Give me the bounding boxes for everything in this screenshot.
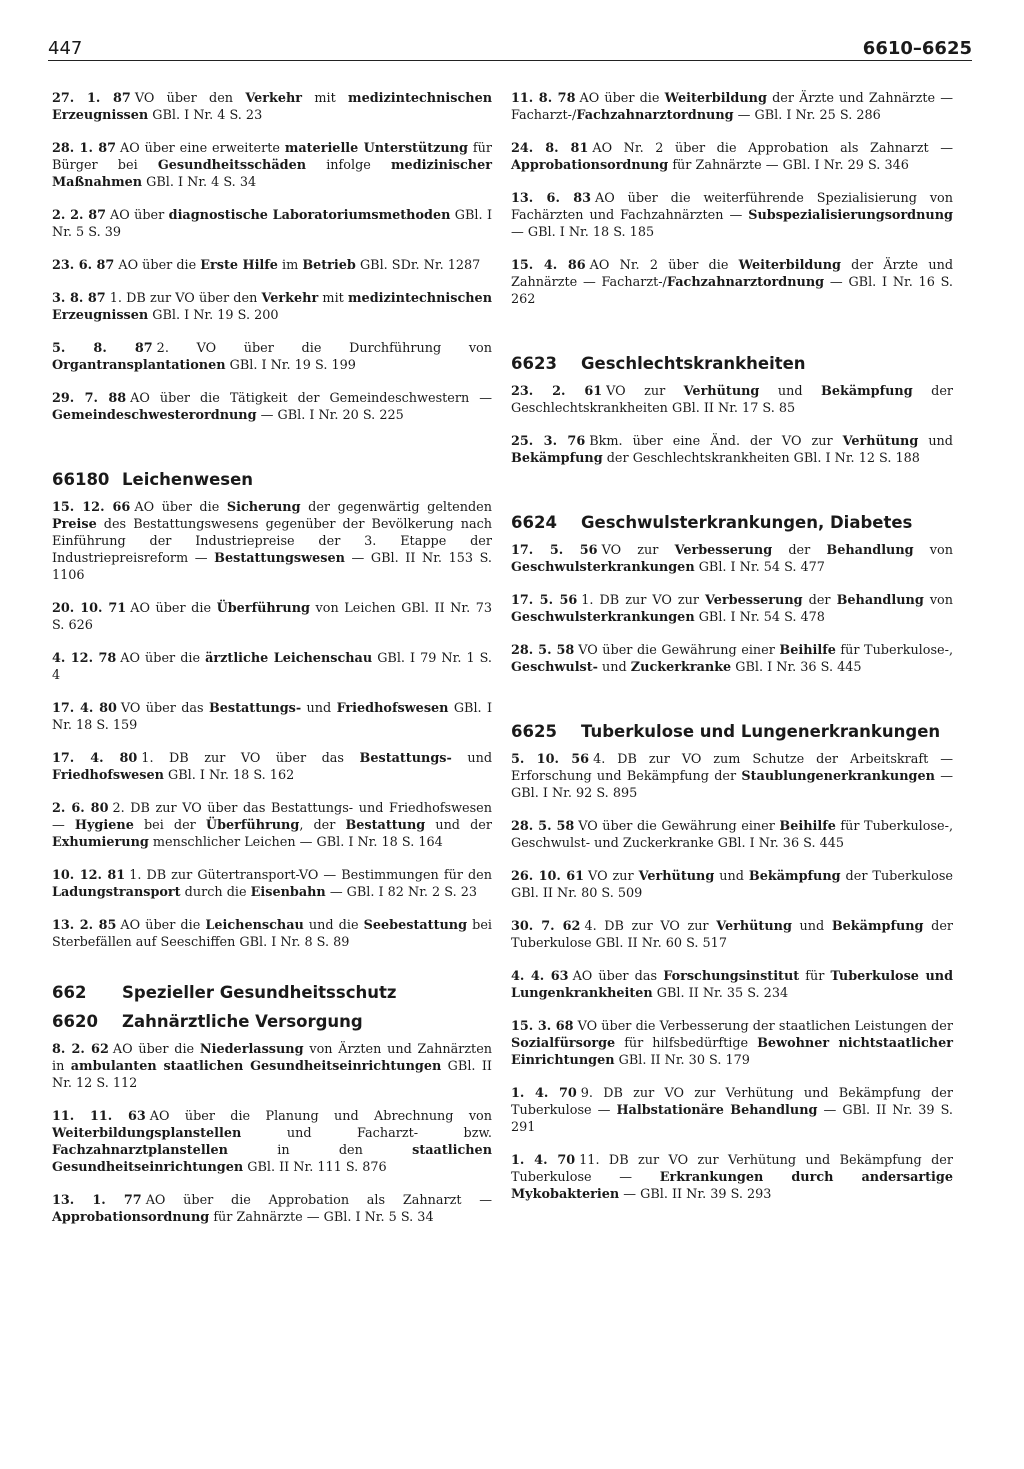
entry-text: GBl. I Nr. 18 S. 159 — [52, 701, 493, 733]
entry-text: der Geschlechtskrankheiten GBl. I Nr. 12 S. 188 — [602, 451, 920, 466]
entry-date: 11. 8. 78 — [511, 91, 576, 106]
entry-keyword: Verhütung — [842, 434, 919, 449]
entry-date: 2. 6. 80 — [52, 801, 109, 816]
entry-text: 1. DB zur Gütertransport-VO — Bestimmungen für den — [129, 868, 492, 883]
entry-keyword: Verkehr — [245, 91, 303, 106]
entry-keyword: Bestattungs- — [208, 701, 302, 716]
entry-date: 17. 5. 56 — [511, 543, 598, 558]
entry-text: GBl. I Nr. 5 S. 39 — [52, 208, 492, 240]
section-heading — [511, 722, 953, 741]
law-entry — [52, 257, 492, 274]
entry-text: — GBl. I Nr. 25 S. 286 — [733, 108, 881, 123]
entry-keyword: Forschungsinstitut — [663, 969, 800, 984]
entry-text: GBl. I Nr. 19 S. 200 — [148, 308, 279, 323]
law-entry — [52, 650, 492, 684]
entry-keyword: Verhütung — [638, 869, 715, 884]
entry-date: 17. 5. 56 — [511, 593, 578, 608]
entry-text: GBl. SDr. Nr. 1287 — [355, 258, 481, 273]
entry-keyword: Bestattungs- — [359, 751, 452, 766]
law-entry — [511, 433, 953, 467]
entry-text: GBl. I Nr. 4 S. 34 — [142, 175, 257, 190]
entry-date: 5. 10. 56 — [511, 752, 590, 767]
entry-text: GBl. I 79 Nr. 1 S. 4 — [52, 651, 492, 683]
entry-keyword: Zuckerkranke — [630, 660, 732, 675]
entry-text: VO über die Gewährung einer — [578, 643, 780, 658]
entry-text: von Ärzten und Zahnärzten in — [52, 1042, 493, 1074]
entry-keyword: Subspezialisierungsordnung — [748, 208, 953, 223]
entry-text: GBl. II Nr. 12 S. 112 — [52, 1059, 492, 1091]
page-number: 447 — [48, 38, 83, 59]
entry-keyword: Sicherung — [226, 500, 301, 515]
entry-text: von — [923, 593, 954, 608]
entry-date: 13. 6. 83 — [511, 191, 592, 206]
entry-text: und die — [303, 918, 364, 933]
entry-text: 4. DB zur VO zum Schutze der Arbeitskraft — Erforschung und Bekämpfung der — [511, 752, 953, 784]
entry-text: AO über das — [572, 969, 664, 984]
entry-text: AO über die — [112, 1042, 200, 1057]
entry-text: für Zahnärzte — GBl. I Nr. 5 S. 34 — [209, 1210, 434, 1225]
entry-text: 1. DB zur VO über den — [109, 291, 262, 306]
entry-date: 4. 4. 63 — [511, 969, 569, 984]
entry-date: 1. 4. 70 — [511, 1086, 577, 1101]
entry-text: von — [913, 543, 953, 558]
entry-date: 15. 4. 86 — [511, 258, 586, 273]
law-entry — [52, 600, 492, 634]
entry-keyword: Approbationsordnung — [52, 1210, 210, 1225]
entry-text: der gegenwärtig geltenden — [300, 500, 492, 515]
entry-text: 1. DB zur VO zur — [581, 593, 706, 608]
entry-text: AO Nr. 2 über die — [589, 258, 739, 273]
law-entry — [511, 90, 953, 124]
entry-date: 23. 2. 61 — [511, 384, 603, 399]
entry-keyword: ambulanten staatlichen Gesundheitseinrichtungen — [70, 1059, 442, 1074]
left-column — [52, 90, 492, 1242]
law-entry — [511, 642, 953, 676]
entry-text: AO über die — [134, 500, 227, 515]
law-entry — [511, 140, 953, 174]
law-entry — [52, 917, 492, 951]
entry-text: GBl. II Nr. 111 S. 876 — [243, 1160, 387, 1175]
entry-date: 26. 10. 61 — [511, 869, 585, 884]
entry-keyword: Bekämpfung — [821, 384, 913, 399]
entry-text: — GBl. I 82 Nr. 2 S. 23 — [325, 885, 477, 900]
entry-keyword: Leichenschau — [205, 918, 304, 933]
entry-keyword: Fachzahnarztplanstellen — [52, 1143, 228, 1158]
entry-text: AO über die — [118, 258, 201, 273]
entry-text: in den — [227, 1143, 413, 1158]
entry-text: und — [791, 919, 832, 934]
entry-keyword: Weiterbildung — [738, 258, 841, 273]
entry-date: 15. 3. 68 — [511, 1019, 574, 1034]
law-entry — [511, 918, 953, 952]
law-entry — [52, 390, 492, 424]
law-entry — [52, 867, 492, 901]
entry-text: — GBl. I Nr. 18 S. 185 — [511, 225, 655, 240]
entry-keyword: Hygiene — [74, 818, 134, 833]
entry-keyword: ärztliche Leichenschau — [205, 651, 373, 666]
entry-text: VO über das — [120, 701, 209, 716]
entry-keyword: Ladungstransport — [52, 885, 181, 900]
section-code: 66180 — [52, 470, 110, 489]
law-entry — [52, 1108, 492, 1176]
entry-text: und Facharzt- bzw. — [241, 1126, 492, 1141]
entry-keyword: Staublungenerkrankungen — [741, 769, 935, 784]
entry-keyword: Bekämpfung — [511, 451, 603, 466]
entry-keyword: Gesundheitsschäden — [157, 158, 307, 173]
entry-text: — GBl. II Nr. 39 S. 293 — [619, 1187, 772, 1202]
law-entry — [52, 290, 492, 324]
entry-keyword: Geschwulsterkrankungen — [511, 610, 695, 625]
entry-keyword: materielle Unterstützung — [284, 141, 469, 156]
law-entry — [511, 257, 953, 308]
entry-keyword: Erkrankungen durch andersartige Mykobakterien — [511, 1170, 953, 1202]
entry-text: menschlicher Leichen — GBl. I Nr. 18 S. 164 — [148, 835, 443, 850]
entry-text: bei Sterbefällen auf Seeschiffen GBl. I Nr. 8 S. 89 — [52, 918, 492, 950]
entry-text: und — [597, 660, 631, 675]
entry-text: AO über die Tätigkeit der Gemeindeschwestern — — [130, 391, 492, 406]
section-title: Zahnärztliche Versorgung — [122, 1012, 363, 1031]
entry-text: und — [918, 434, 953, 449]
entry-keyword: Verkehr — [261, 291, 319, 306]
entry-keyword: Halbstationäre Behandlung — [616, 1103, 818, 1118]
entry-text: für — [799, 969, 831, 984]
entry-text: AO über die weiterführende Spezialisierung von Fachärzten und Fachzahnärzten — — [511, 191, 953, 223]
entry-text: AO über die — [120, 651, 206, 666]
section-title: Geschlechtskrankheiten — [581, 354, 806, 373]
entry-text: GBl. I Nr. 54 S. 477 — [694, 560, 825, 575]
entry-text: VO über den — [134, 91, 246, 106]
entry-text: der Geschlechtskrankheiten GBl. II Nr. 17 S. 85 — [511, 384, 954, 416]
entry-keyword: Überführung — [205, 818, 300, 833]
entry-date: 24. 8. 81 — [511, 141, 589, 156]
section-heading — [52, 1012, 492, 1031]
entry-keyword: Verhütung — [683, 384, 760, 399]
law-entry — [511, 1152, 953, 1203]
entry-text: der Tuberkulose GBl. II Nr. 60 S. 517 — [511, 919, 954, 951]
law-entry — [511, 1018, 953, 1069]
entry-keyword: Exhumierung — [52, 835, 149, 850]
entry-text: AO über die Planung und Abrechnung von — [149, 1109, 492, 1124]
entry-text: der — [802, 593, 837, 608]
entry-keyword: Beihilfe — [779, 643, 836, 658]
entry-keyword: Geschwulsterkrankungen — [511, 560, 695, 575]
entry-keyword: Fachzahnarztordnung — [576, 108, 734, 123]
entry-date: 11. 11. 63 — [52, 1109, 146, 1124]
entry-keyword: medizintechnischen Erzeugnissen — [52, 291, 492, 323]
entry-keyword: medizintechnischen Erzeugnissen — [52, 91, 493, 123]
section-heading — [52, 983, 492, 1002]
entry-date: 15. 12. 66 — [52, 500, 131, 515]
law-entry — [511, 818, 953, 852]
entry-keyword: Behandlung — [826, 543, 914, 558]
law-entry — [52, 750, 492, 784]
entry-text: — GBl. I Nr. 92 S. 895 — [511, 769, 953, 801]
entry-keyword: Organtransplantationen — [52, 358, 226, 373]
entry-text: und — [714, 869, 749, 884]
entry-keyword: medizinischer Maßnahmen — [52, 158, 492, 190]
law-entry — [52, 1041, 492, 1092]
entry-keyword: Seebestattung — [363, 918, 468, 933]
entry-date: 23. 6. 87 — [52, 258, 115, 273]
entry-date: 8. 2. 62 — [52, 1042, 109, 1057]
law-entry — [52, 1192, 492, 1226]
entry-keyword: Geschwulst- — [511, 660, 598, 675]
law-entry — [511, 868, 953, 902]
entry-keyword: Verbesserung — [705, 593, 803, 608]
entry-keyword: Niederlassung — [199, 1042, 304, 1057]
entry-date: 28. 5. 58 — [511, 819, 575, 834]
law-entry — [52, 700, 492, 734]
law-entry — [511, 542, 953, 576]
entry-keyword: Eisenbahn — [250, 885, 326, 900]
entry-keyword: Friedhofswesen — [52, 768, 164, 783]
section-title: Spezieller Gesundheitsschutz — [122, 983, 397, 1002]
law-entry — [52, 207, 492, 241]
entry-keyword: Überführung — [216, 601, 310, 616]
entry-text: für hilfsbedürftige — [615, 1036, 758, 1051]
entry-text: VO zur — [601, 543, 675, 558]
entry-date: 5. 8. 87 — [52, 341, 153, 356]
entry-date: 27. 1. 87 — [52, 91, 131, 106]
entry-text: für Bürger bei — [52, 141, 493, 173]
entry-text: 11. DB zur VO zur Verhütung und Bekämpfung der Tuberkulose — — [511, 1153, 954, 1185]
entry-text: des Bestattungswesens gegenüber der Bevölkerung nach Einführung der Industriepreise der 3. Etappe der Industriepreisreform — — [52, 517, 492, 566]
entry-keyword: Bestattungswesen — [214, 551, 345, 566]
entry-date: 20. 10. 71 — [52, 601, 127, 616]
entry-keyword: Sozialfürsorge — [511, 1036, 616, 1051]
entry-text: AO über die — [120, 918, 206, 933]
entry-date: 2. 2. 87 — [52, 208, 107, 223]
entry-text: GBl. I Nr. 18 S. 162 — [163, 768, 295, 783]
entry-keyword: Erste Hilfe — [200, 258, 278, 273]
entry-text: GBl. II Nr. 35 S. 234 — [652, 986, 789, 1001]
section-title: Leichenwesen — [122, 470, 254, 489]
entry-text: GBl. I Nr. 54 S. 478 — [694, 610, 825, 625]
entry-keyword: Preise — [52, 517, 97, 532]
entry-text: AO über die — [579, 91, 665, 106]
entry-date: 28. 1. 87 — [52, 141, 117, 156]
section-code: 6625 — [511, 722, 557, 741]
entry-text: der Tuberkulose GBl. II Nr. 80 S. 509 — [511, 869, 953, 901]
section-code: 6624 — [511, 513, 557, 532]
entry-date: 29. 7. 88 — [52, 391, 127, 406]
entry-date: 28. 5. 58 — [511, 643, 575, 658]
entry-text: GBl. I Nr. 36 S. 445 — [731, 660, 862, 675]
right-column — [511, 90, 953, 1219]
law-entry — [52, 499, 492, 584]
entry-text: durch die — [180, 885, 251, 900]
entry-keyword: Gemeindeschwesterordnung — [52, 408, 257, 423]
entry-text: — GBl. II Nr. 153 S. 1106 — [52, 551, 492, 583]
entry-keyword: Behandlung — [836, 593, 924, 608]
entry-text: 2. DB zur VO über das Bestattungs- und Friedhofswesen — — [52, 801, 492, 833]
entry-text: mit — [302, 91, 349, 106]
entry-text: der Ärzte und Zahnärzte — Facharzt-/ — [511, 258, 954, 290]
section-title: Geschwulsterkrankungen, Diabetes — [581, 513, 913, 532]
entry-text: 1. DB zur VO über das — [141, 751, 360, 766]
entry-text: GBl. I Nr. 4 S. 23 — [148, 108, 263, 123]
law-entry — [52, 800, 492, 851]
entry-keyword: Approbationsordnung — [511, 158, 669, 173]
entry-text: GBl. I Nr. 19 S. 199 — [225, 358, 356, 373]
entry-text: bei der — [133, 818, 206, 833]
entry-text: AO über eine erweiterte — [120, 141, 285, 156]
entry-text: AO Nr. 2 über die Approbation als Zahnarzt — — [592, 141, 954, 156]
entry-text: , der — [299, 818, 346, 833]
entry-text: infolge — [306, 158, 392, 173]
entry-keyword: Weiterbildung — [664, 91, 767, 106]
entry-keyword: Weiterbildungsplanstellen — [52, 1126, 242, 1141]
section-code: 6620 — [52, 1012, 98, 1031]
entry-text: AO über die Approbation als Zahnarzt — — [145, 1193, 492, 1208]
entry-text: VO über die Verbesserung der staatlichen Leistungen der — [577, 1019, 954, 1034]
entry-date: 25. 3. 76 — [511, 434, 586, 449]
page-header — [48, 38, 972, 61]
entry-keyword: Verbesserung — [674, 543, 773, 558]
entry-text: von Leichen GBl. II Nr. 73 S. 626 — [52, 601, 492, 633]
entry-text: und — [451, 751, 493, 766]
law-entry — [511, 968, 953, 1002]
section-code: 6623 — [511, 354, 557, 373]
entry-text: im — [277, 258, 303, 273]
entry-date: 3. 8. 87 — [52, 291, 106, 306]
entry-keyword: Verhütung — [716, 919, 792, 934]
entry-text: — GBl. I Nr. 16 S. 262 — [511, 275, 953, 307]
law-entry — [52, 90, 492, 124]
entry-text: der Ärzte und Zahnärzte — Facharzt-/ — [511, 91, 954, 123]
law-entry — [511, 592, 953, 626]
entry-text: AO über — [110, 208, 169, 223]
entry-text: VO über die Gewährung einer — [578, 819, 780, 834]
entry-text: und — [301, 701, 337, 716]
section-heading — [511, 513, 953, 532]
law-entry — [511, 1085, 953, 1136]
entry-date: 13. 2. 85 — [52, 918, 117, 933]
entry-date: 17. 4. 80 — [52, 751, 138, 766]
entry-text: — GBl. I Nr. 20 S. 225 — [256, 408, 404, 423]
law-entry — [52, 140, 492, 191]
entry-keyword: Tuberkulose und Lungenkrankheiten — [511, 969, 954, 1001]
entry-text: AO über die — [130, 601, 217, 616]
entry-date: 30. 7. 62 — [511, 919, 581, 934]
section-heading — [52, 470, 492, 489]
entry-keyword: Beihilfe — [779, 819, 836, 834]
entry-keyword: Betrieb — [302, 258, 356, 273]
section-range: 6610–6625 — [862, 38, 972, 59]
entry-text: 2. VO über die Durchführung von — [156, 341, 492, 356]
entry-date: 10. 12. 81 — [52, 868, 126, 883]
section-code: 662 — [52, 983, 87, 1002]
entry-date: 13. 1. 77 — [52, 1193, 142, 1208]
entry-text: für Tuberkulose-, Geschwulst- und Zuckerkranke GBl. I Nr. 36 S. 445 — [511, 819, 954, 851]
entry-keyword: diagnostische Laboratoriumsmethoden — [168, 208, 451, 223]
entry-date: 17. 4. 80 — [52, 701, 117, 716]
entry-keyword: Bekämpfung — [831, 919, 924, 934]
entry-text: GBl. II Nr. 30 S. 179 — [614, 1053, 750, 1068]
entry-keyword: Bestattung — [345, 818, 426, 833]
entry-keyword: staatlichen Gesundheitseinrichtungen — [52, 1143, 492, 1175]
entry-text: — GBl. II Nr. 39 S. 291 — [511, 1103, 953, 1135]
entry-keyword: Fachzahnarztordnung — [666, 275, 825, 290]
law-entry — [511, 751, 953, 802]
law-entry — [511, 190, 953, 241]
entry-keyword: Friedhofswesen — [336, 701, 449, 716]
entry-text: 4. DB zur VO zur — [584, 919, 717, 934]
entry-date: 4. 12. 78 — [52, 651, 117, 666]
entry-text: der — [772, 543, 827, 558]
law-entry — [52, 340, 492, 374]
entry-text: 9. DB zur VO zur Verhütung und Bekämpfung der Tuberkulose — — [511, 1086, 953, 1118]
entry-text: für Tuberkulose-, — [835, 643, 954, 658]
entry-text: für Zahnärzte — GBl. I Nr. 29 S. 346 — [668, 158, 909, 173]
section-title: Tuberkulose und Lungenerkrankungen — [581, 722, 941, 741]
entry-text: mit — [318, 291, 349, 306]
section-heading — [511, 354, 953, 373]
entry-text: und der — [425, 818, 492, 833]
law-entry — [511, 383, 953, 417]
entry-keyword: Bekämpfung — [748, 869, 841, 884]
entry-keyword: Bewohner nichtstaatlicher Einrichtungen — [511, 1036, 953, 1068]
entry-text: und — [759, 384, 821, 399]
entry-date: 1. 4. 70 — [511, 1153, 576, 1168]
entry-text: VO zur — [588, 869, 639, 884]
entry-text: VO zur — [606, 384, 684, 399]
entry-text: Bkm. über eine Änd. der VO zur — [589, 434, 843, 449]
